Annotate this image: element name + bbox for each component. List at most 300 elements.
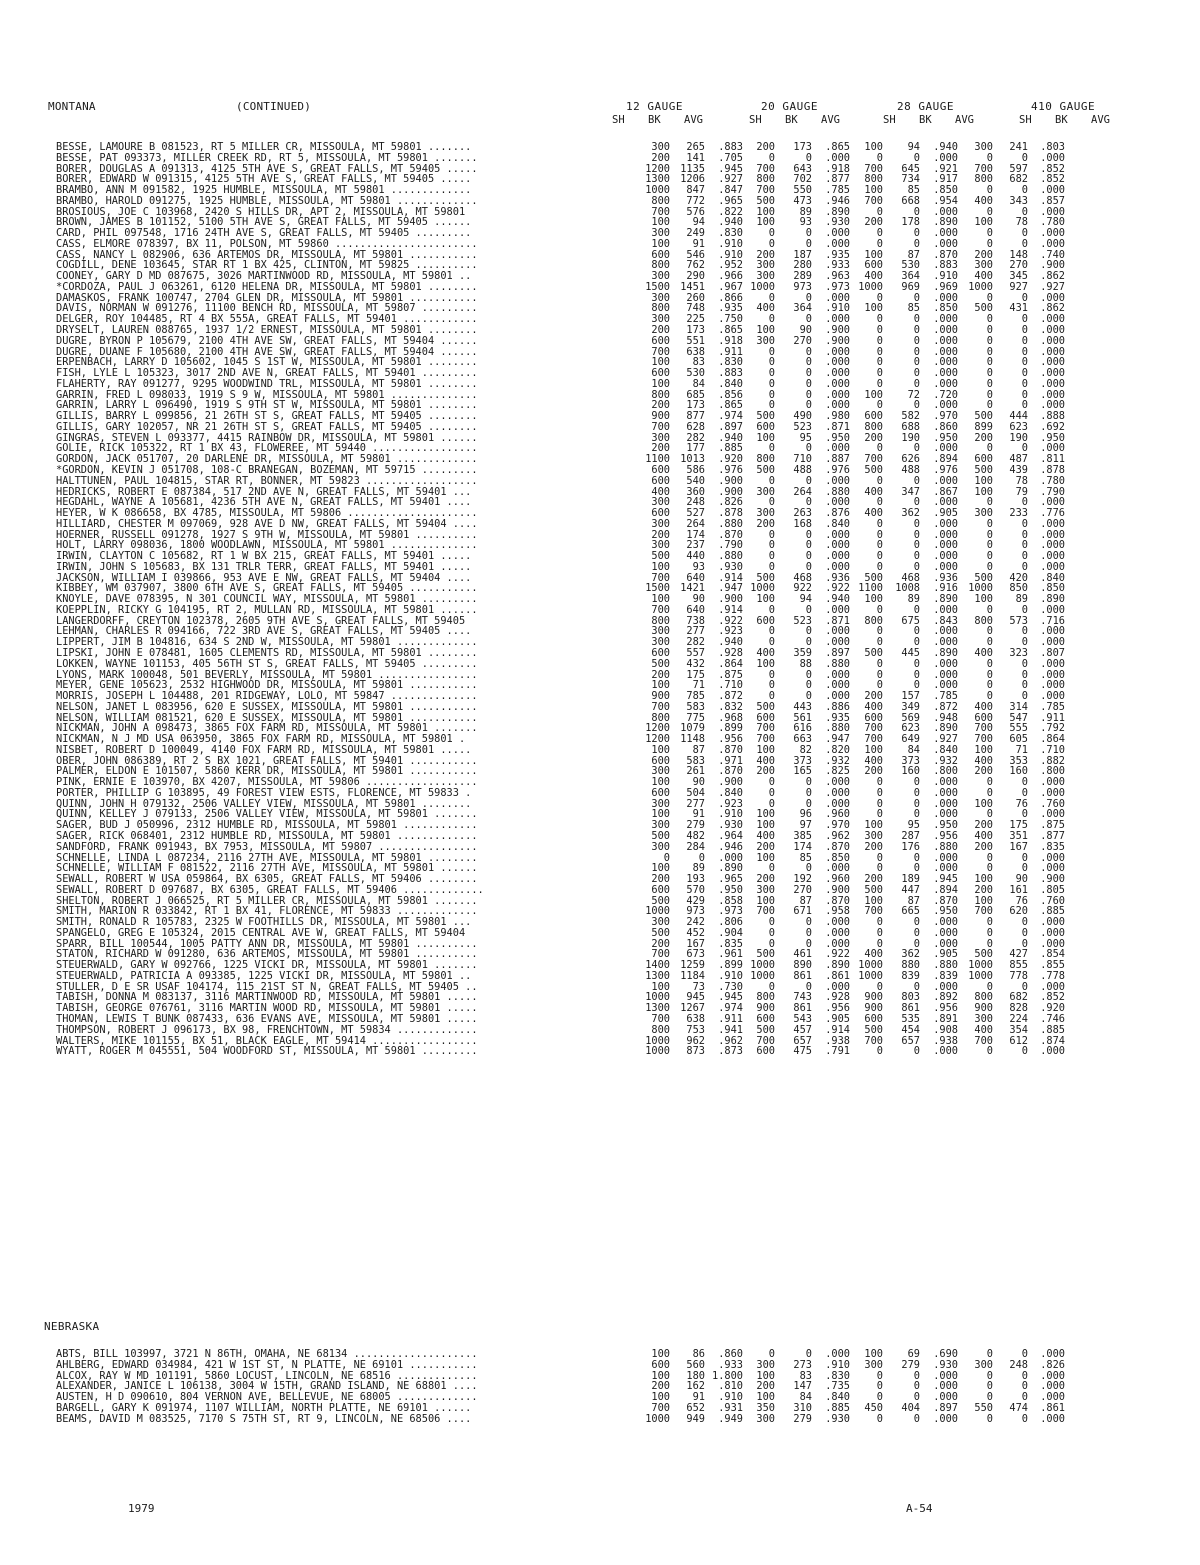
table-row <box>40 853 1165 864</box>
score-cell: 100 <box>864 184 883 197</box>
score-cell: 900 <box>756 1002 775 1015</box>
score-cell: .000 <box>933 625 958 638</box>
score-cell: 0 <box>768 539 775 552</box>
score-cell: 0 <box>913 625 920 638</box>
score-cell: 0 <box>876 205 883 218</box>
score-cell: .806 <box>718 916 743 929</box>
shooter-entry: OBER, JOHN 086389, RT 2 S BX 1021, GREAT FALLS, MT 59401 ........... <box>56 755 478 767</box>
score-cell: .000 <box>933 356 958 369</box>
score-cell: 700 <box>756 184 775 197</box>
score-cell: 300 <box>756 259 775 272</box>
score-cell: 535 <box>901 1013 920 1026</box>
score-cell: 454 <box>901 1023 920 1036</box>
score-cell: .720 <box>933 388 958 401</box>
score-cell: 700 <box>651 603 670 616</box>
score-cell: 100 <box>756 1369 775 1382</box>
score-cell: .947 <box>825 733 850 746</box>
score-cell: 546 <box>686 248 705 261</box>
score-cell: .922 <box>825 948 850 961</box>
score-cell: 0 <box>913 356 920 369</box>
score-cell: 0 <box>876 345 883 358</box>
score-cell: 167 <box>686 937 705 950</box>
shooter-entry: DAMASKOS, FRANK 100747, 2704 GLEN DR, MISSOULA, MT 59801 ........... <box>56 292 478 304</box>
shooter-entry: SEWALL, ROBERT W USA 059864, BX 6305, GREAT FALLS, MT 59406 ........ <box>56 874 478 885</box>
score-cell: 1184 <box>680 969 705 982</box>
score-cell: 300 <box>651 916 670 929</box>
score-cell: 0 <box>913 916 920 929</box>
shooter-entry: JACKSON, WILLIAM I 039866, 953 AVE E NW, GREAT FALLS, MT 59404 .... <box>56 572 472 584</box>
table-row <box>40 637 1165 648</box>
score-cell: 200 <box>756 141 775 153</box>
table-row <box>40 1360 1165 1371</box>
score-cell: 0 <box>876 334 883 347</box>
score-cell: .867 <box>933 485 958 498</box>
score-cell: 280 <box>793 259 812 272</box>
score-cell: .805 <box>1040 883 1065 896</box>
table-row <box>40 594 1165 605</box>
shooter-entry: IRWIN, CLAYTON C 105682, RT 1 W BX 215, GREAT FALLS, MT 59401 ..... <box>56 551 472 562</box>
score-cell: 300 <box>864 830 883 842</box>
score-cell: 85 <box>799 851 812 864</box>
nebraska-table <box>40 1349 1165 1424</box>
score-cell: 385 <box>793 830 812 842</box>
score-cell: .966 <box>718 270 743 283</box>
score-cell: 0 <box>1021 603 1028 616</box>
score-cell: .897 <box>718 420 743 433</box>
state-heading: MONTANA <box>48 100 96 113</box>
score-cell: .000 <box>933 151 958 164</box>
score-cell: 1000 <box>750 959 775 972</box>
score-cell: .825 <box>825 765 850 778</box>
score-cell: .000 <box>933 668 958 681</box>
shooter-entry: GOLIE, RICK 105322, RT 1 BX 43, FLOWEREE, MT 59440 ................. <box>56 443 478 455</box>
score-cell: 673 <box>686 948 705 961</box>
score-cell: .746 <box>1040 1013 1065 1026</box>
score-cell: 474 <box>1009 1401 1028 1414</box>
score-cell: .927 <box>933 733 958 746</box>
score-cell: .000 <box>933 980 958 993</box>
score-cell: 800 <box>974 173 993 186</box>
score-cell: 100 <box>756 593 775 606</box>
score-cell: 1500 <box>645 582 670 595</box>
shooter-entry: ABTS, BILL 103997, 3721 N 86TH, OMAHA, NE 68134 .................... <box>56 1349 478 1360</box>
column-subheader: BK <box>785 114 798 126</box>
table-row <box>40 390 1165 401</box>
score-cell: 165 <box>793 765 812 778</box>
score-cell: .940 <box>718 636 743 649</box>
score-cell: .000 <box>1040 291 1065 304</box>
score-cell: 100 <box>756 808 775 821</box>
score-cell: 89 <box>907 593 920 606</box>
score-cell: 0 <box>805 151 812 164</box>
score-cell: 400 <box>974 830 993 842</box>
score-cell: .870 <box>825 840 850 853</box>
score-cell: 828 <box>1009 1002 1028 1015</box>
table-row <box>40 293 1165 304</box>
score-cell: .000 <box>933 345 958 358</box>
score-cell: 682 <box>1009 173 1028 186</box>
score-cell: 1100 <box>645 453 670 466</box>
score-cell: .000 <box>1040 786 1065 799</box>
shooter-entry: FLAHERTY, RAY 091277, 9295 WOODWIND TRL, MISSOULA, MT 59801 ........ <box>56 378 478 390</box>
score-cell: .920 <box>718 453 743 466</box>
table-row <box>40 680 1165 691</box>
score-cell: .000 <box>933 517 958 530</box>
score-cell: .000 <box>1040 377 1065 390</box>
score-cell: 800 <box>651 614 670 627</box>
table-row <box>40 1403 1165 1414</box>
column-subheader: AVG <box>684 114 703 126</box>
score-cell: 1300 <box>645 1002 670 1015</box>
score-cell: 640 <box>686 571 705 584</box>
score-cell: 0 <box>1021 442 1028 455</box>
score-cell: 0 <box>1021 550 1028 563</box>
score-cell: 93 <box>692 560 705 573</box>
score-cell: 0 <box>1021 980 1028 993</box>
table-row <box>40 1014 1165 1025</box>
shooter-entry: WYATT, ROGER M 045551, 504 WOODFORD ST, MISSOULA, MT 59801 ......... <box>56 1046 478 1058</box>
score-cell: 161 <box>1009 883 1028 896</box>
score-cell: .807 <box>1040 646 1065 659</box>
score-cell: 0 <box>768 679 775 692</box>
score-cell: 300 <box>651 141 670 153</box>
score-cell: 949 <box>686 1412 705 1425</box>
score-cell: 0 <box>805 776 812 789</box>
score-cell: 748 <box>686 302 705 315</box>
table-row <box>40 949 1165 960</box>
score-cell: 300 <box>974 1013 993 1026</box>
table-row <box>40 605 1165 616</box>
score-cell: 282 <box>686 431 705 444</box>
score-cell: 700 <box>864 733 883 746</box>
score-cell: .918 <box>718 334 743 347</box>
table-row <box>40 799 1165 810</box>
score-cell: .826 <box>1040 1358 1065 1371</box>
score-cell: 540 <box>686 474 705 487</box>
score-cell: 682 <box>1009 991 1028 1004</box>
score-cell: .935 <box>825 248 850 261</box>
score-cell: .852 <box>1040 991 1065 1004</box>
column-subheader: SH <box>883 114 896 126</box>
score-cell: 555 <box>1009 722 1028 735</box>
table-row <box>40 1036 1165 1047</box>
score-cell: .928 <box>825 991 850 1004</box>
score-cell: 0 <box>1021 862 1028 875</box>
score-cell: 700 <box>756 162 775 175</box>
table-row <box>40 842 1165 853</box>
score-cell: 0 <box>913 151 920 164</box>
score-cell: 550 <box>974 1401 993 1414</box>
score-cell: 94 <box>799 593 812 606</box>
score-cell: .880 <box>825 485 850 498</box>
score-cell: .865 <box>718 324 743 337</box>
score-cell: .930 <box>933 1358 958 1371</box>
score-cell: .820 <box>825 743 850 756</box>
score-cell: .000 <box>1040 937 1065 950</box>
score-cell: 600 <box>756 1013 775 1026</box>
score-cell: 0 <box>876 291 883 304</box>
score-cell: 95 <box>907 819 920 832</box>
table-row <box>40 960 1165 971</box>
score-cell: .852 <box>1040 162 1065 175</box>
score-cell: 100 <box>651 808 670 821</box>
score-cell: 443 <box>793 700 812 713</box>
table-row <box>40 260 1165 271</box>
score-cell: .000 <box>825 1348 850 1360</box>
score-cell: 800 <box>651 259 670 272</box>
score-cell: 364 <box>901 270 920 283</box>
score-cell: .941 <box>718 1023 743 1036</box>
score-cell: .956 <box>825 1002 850 1015</box>
score-cell: 200 <box>974 840 993 853</box>
score-cell: .890 <box>933 216 958 229</box>
score-cell: .785 <box>933 690 958 703</box>
score-cell: 100 <box>864 388 883 401</box>
shooter-entry: SCHNELLE, LINDA L 087234, 2116 27TH AVE, MISSOULA, MT 59801 ........ <box>56 852 478 864</box>
score-cell: 100 <box>756 205 775 218</box>
score-cell: .954 <box>933 194 958 207</box>
score-cell: 600 <box>756 711 775 724</box>
score-cell: 576 <box>686 205 705 218</box>
score-cell: 91 <box>692 1391 705 1404</box>
score-cell: 0 <box>1021 377 1028 390</box>
score-cell: 264 <box>793 485 812 498</box>
score-cell: 0 <box>805 937 812 950</box>
score-cell: 362 <box>901 948 920 961</box>
score-cell: 0 <box>1021 1380 1028 1393</box>
score-cell: .000 <box>1040 926 1065 939</box>
shooter-entry: AHLBERG, EDWARD 034984, 421 W 1ST ST, N PLATTE, NE 69101 ........... <box>56 1359 478 1371</box>
score-cell: .927 <box>718 173 743 186</box>
score-cell: 700 <box>651 420 670 433</box>
score-cell: .710 <box>1040 743 1065 756</box>
score-cell: 160 <box>1009 765 1028 778</box>
score-cell: .870 <box>718 765 743 778</box>
score-cell: 0 <box>805 690 812 703</box>
score-cell: 1200 <box>645 162 670 175</box>
score-cell: 0 <box>986 496 993 509</box>
score-cell: .882 <box>1040 754 1065 767</box>
score-cell: .946 <box>825 194 850 207</box>
score-cell: 0 <box>768 442 775 455</box>
score-cell: 300 <box>756 334 775 347</box>
score-cell: .000 <box>933 851 958 864</box>
score-cell: .843 <box>933 614 958 627</box>
shooter-entry: ALEXANDER, JANICE L 106138, 3004 W 15TH, GRAND ISLAND, NE 68801 .... <box>56 1381 478 1393</box>
score-cell: .888 <box>1040 410 1065 423</box>
score-cell: 600 <box>651 507 670 520</box>
score-cell: 0 <box>1021 560 1028 573</box>
score-cell: .000 <box>1040 668 1065 681</box>
score-cell: 200 <box>864 216 883 229</box>
score-cell: .870 <box>718 528 743 541</box>
score-cell: 0 <box>986 356 993 369</box>
score-cell: 700 <box>651 700 670 713</box>
score-cell: 100 <box>756 324 775 337</box>
score-cell: 0 <box>986 324 993 337</box>
score-cell: 800 <box>864 614 883 627</box>
shooter-entry: LYONS, MARK 100048, 501 BEVERLY, MISSOULA, MT 59801 ................ <box>56 669 478 681</box>
score-cell: .000 <box>1040 690 1065 703</box>
score-cell: 855 <box>1009 959 1028 972</box>
score-cell: 88 <box>799 657 812 670</box>
score-cell: 300 <box>864 1358 883 1371</box>
score-cell: 354 <box>1009 1023 1028 1036</box>
score-cell: .000 <box>825 291 850 304</box>
score-cell: 800 <box>651 302 670 315</box>
score-cell: 0 <box>805 980 812 993</box>
score-cell: 400 <box>756 646 775 659</box>
score-cell: .000 <box>825 356 850 369</box>
score-cell: 1267 <box>680 1002 705 1015</box>
footer-page-number: A-54 <box>906 1502 933 1515</box>
score-cell: 100 <box>864 1348 883 1360</box>
score-cell: 100 <box>974 894 993 907</box>
score-cell: .933 <box>825 259 850 272</box>
score-cell: 100 <box>864 894 883 907</box>
shooter-entry: BARGELL, GARY K 091974, 1107 WILLIAM, NORTH PLATTE, NE 69101 ...... <box>56 1402 472 1414</box>
score-cell: .785 <box>825 184 850 197</box>
score-cell: .000 <box>825 625 850 638</box>
table-row <box>40 691 1165 702</box>
score-cell: 500 <box>974 302 993 315</box>
score-cell: 310 <box>793 1401 812 1414</box>
score-cell: 0 <box>1021 334 1028 347</box>
score-cell: 0 <box>876 916 883 929</box>
score-cell: 1000 <box>968 959 993 972</box>
score-cell: 0 <box>986 539 993 552</box>
shooter-entry: TABISH, GEORGE 076761, 3116 MARTIN WOOD RD, MISSOULA, MT 59801 ..... <box>56 1003 478 1015</box>
score-cell: .790 <box>1040 485 1065 498</box>
score-cell: .000 <box>1040 776 1065 789</box>
shooter-entry: ALCOX, RAY W MD 101191, 5860 LOCUST, LINCOLN, NE 68516 ............. <box>56 1370 478 1382</box>
score-cell: 530 <box>686 367 705 380</box>
score-cell: 300 <box>651 496 670 509</box>
score-cell: 200 <box>974 819 993 832</box>
score-cell: 700 <box>974 905 993 918</box>
score-cell: 0 <box>805 442 812 455</box>
score-cell: 0 <box>1021 851 1028 864</box>
score-cell: 457 <box>793 1023 812 1036</box>
score-cell: .000 <box>933 679 958 692</box>
shooter-entry: LIPPERT, JIM B 104816, 634 S 2ND W, MISSOULA, MT 59801 ............. <box>56 637 478 648</box>
score-cell: 0 <box>768 690 775 703</box>
score-cell: .800 <box>1040 765 1065 778</box>
score-cell: 0 <box>1021 237 1028 250</box>
score-cell: .872 <box>933 700 958 713</box>
score-cell: 0 <box>876 937 883 950</box>
score-cell: 187 <box>793 248 812 261</box>
shooter-entry: BESSE, PAT 093373, MILLER CREEK RD, RT 5, MISSOULA, MT 59801 ....... <box>56 152 478 164</box>
score-cell: 0 <box>876 474 883 487</box>
score-cell: 95 <box>799 431 812 444</box>
shooter-entry: CASS, NANCY L 082906, 636 ARTEMOS DR, MISSOULA, MT 59801 ........... <box>56 249 478 261</box>
score-cell: 543 <box>793 1013 812 1026</box>
score-cell: 0 <box>698 851 705 864</box>
shooter-entry: SMITH, RONALD R 105783, 2325 W FOOTHILLS DR, MISSOULA, MT 59801 ... <box>56 917 472 928</box>
table-row <box>40 562 1165 573</box>
score-cell: 0 <box>768 377 775 390</box>
score-cell: 0 <box>913 539 920 552</box>
score-cell: 100 <box>651 743 670 756</box>
table-row <box>40 766 1165 777</box>
score-cell: .822 <box>718 205 743 218</box>
shooter-entry: STEUERWALD, GARY W 092766, 1225 VICKI DR, MISSOULA, MT 59801 ....... <box>56 960 478 971</box>
score-cell: 0 <box>876 603 883 616</box>
score-cell: 90 <box>692 776 705 789</box>
score-cell: 900 <box>651 690 670 703</box>
score-cell: .910 <box>825 1358 850 1371</box>
score-cell: .910 <box>718 1391 743 1404</box>
score-cell: 700 <box>756 905 775 918</box>
score-cell: 0 <box>1021 1045 1028 1058</box>
score-cell: 0 <box>1021 291 1028 304</box>
score-cell: 0 <box>876 1380 883 1393</box>
score-cell: 400 <box>974 646 993 659</box>
score-cell: .974 <box>718 1002 743 1015</box>
shooter-entry: NELSON, WILLIAM 081521, 620 E SUSSEX, MISSOULA, MT 59801 ........... <box>56 712 478 724</box>
score-cell: 0 <box>876 808 883 821</box>
score-cell: .710 <box>718 679 743 692</box>
score-cell: .000 <box>1040 657 1065 670</box>
score-cell: 473 <box>793 194 812 207</box>
score-cell: 100 <box>651 776 670 789</box>
score-cell: 0 <box>805 550 812 563</box>
shooter-entry: KOEPPLIN, RICKY G 104195, RT 2, MULLAN RD, MISSOULA, MT 59801 ...... <box>56 604 478 616</box>
score-cell: .730 <box>718 980 743 993</box>
score-cell: .000 <box>825 668 850 681</box>
score-cell: 349 <box>901 700 920 713</box>
score-cell: 300 <box>756 270 775 283</box>
score-cell: .894 <box>933 883 958 896</box>
score-cell: .904 <box>718 926 743 939</box>
score-cell: .922 <box>718 614 743 627</box>
score-cell: 96 <box>799 808 812 821</box>
score-cell: 270 <box>793 883 812 896</box>
score-cell: .000 <box>1040 808 1065 821</box>
table-row <box>40 174 1165 185</box>
score-cell: 0 <box>805 603 812 616</box>
score-cell: 0 <box>913 517 920 530</box>
score-cell: .000 <box>933 916 958 929</box>
score-cell: 1000 <box>968 582 993 595</box>
score-cell: 597 <box>1009 162 1028 175</box>
table-row <box>40 820 1165 831</box>
score-cell: 400 <box>974 754 993 767</box>
score-cell: .883 <box>718 141 743 153</box>
score-cell: 0 <box>986 1348 993 1360</box>
shooter-entry: DUGRE, BYRON P 105679, 2100 4TH AVE SW, GREAT FALLS, MT 59404 ...... <box>56 335 478 347</box>
score-cell: 638 <box>686 1013 705 1026</box>
score-cell: .810 <box>718 1380 743 1393</box>
score-cell: .880 <box>718 550 743 563</box>
score-cell: .000 <box>1040 151 1065 164</box>
score-cell: 290 <box>686 270 705 283</box>
score-cell: 700 <box>864 722 883 735</box>
score-cell: 0 <box>1021 657 1028 670</box>
score-cell: 0 <box>986 377 993 390</box>
score-cell: .930 <box>718 560 743 573</box>
score-cell: 570 <box>686 883 705 896</box>
score-cell: 242 <box>686 916 705 929</box>
gauge-header-410: 410 GAUGE <box>1031 100 1096 113</box>
shooter-entry: KIBBEY, WM 037907, 3800 6TH AVE S, GREAT FALLS, MT 59405 ........... <box>56 583 478 595</box>
score-cell: 100 <box>974 474 993 487</box>
table-row <box>40 433 1165 444</box>
score-cell: 1000 <box>645 905 670 918</box>
score-cell: .000 <box>825 560 850 573</box>
shooter-entry: BROSIOUS, JOE C 103968, 2420 S HILLS DR, APT 2, MISSOULA, MT 59801 <box>56 206 466 218</box>
